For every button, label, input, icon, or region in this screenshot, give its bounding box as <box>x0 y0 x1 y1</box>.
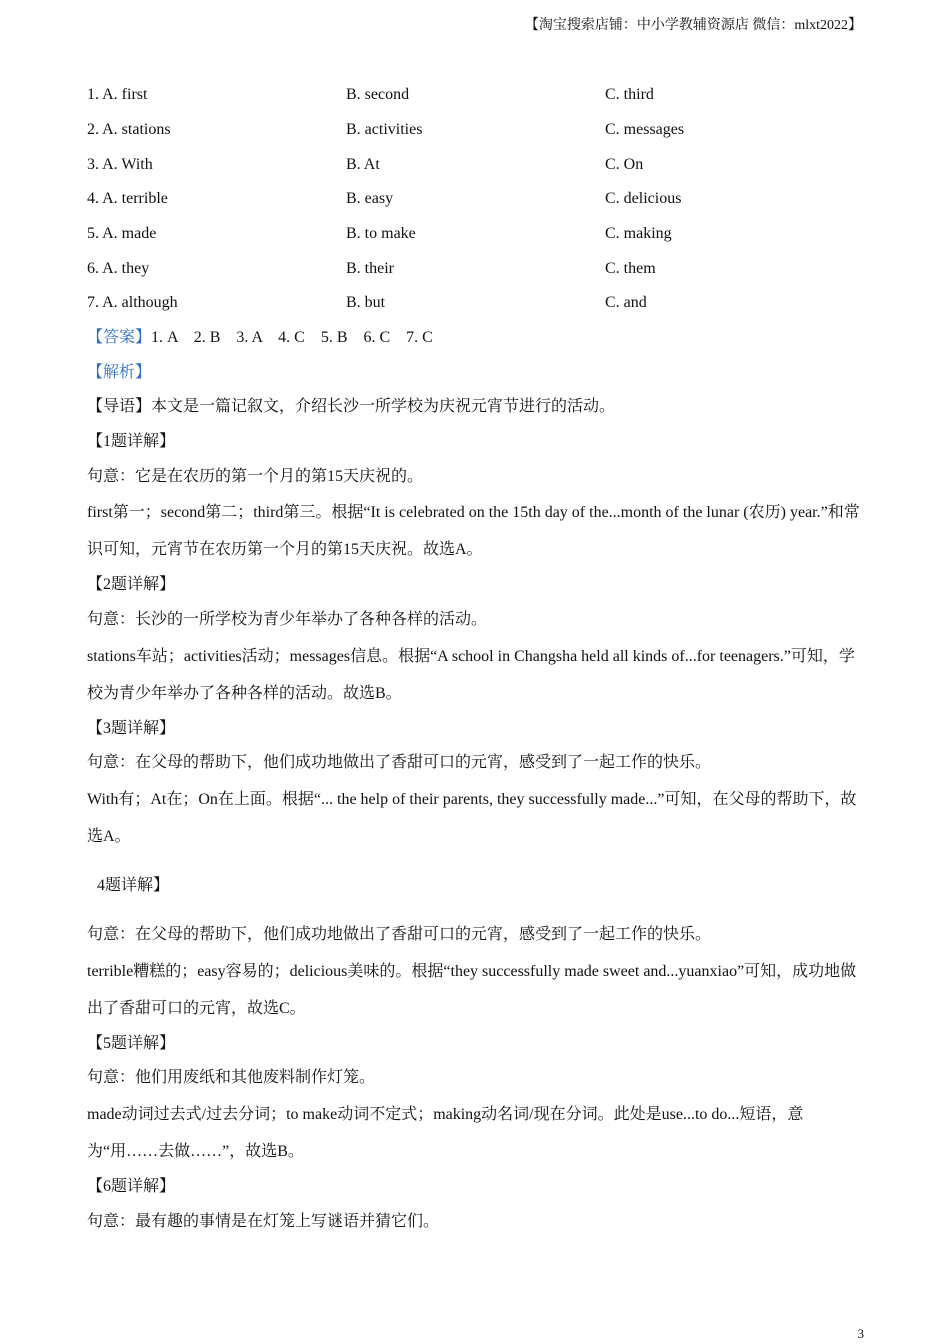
q1-meaning: 句意：它是在农历的第一个月的第15天庆祝的。 <box>87 467 424 485</box>
q4-explain: terrible糟糕的；easy容易的；delicious美味的。根据“they successfully made sweet and...yuanxiao”可知，成功地做出了香甜可口的元宵，故选C。 <box>87 962 857 1017</box>
options-table <box>87 78 867 321</box>
option-row <box>87 251 867 286</box>
option-a: 6. A. they <box>87 259 150 277</box>
q2-meaning: 句意：长沙的一所学校为青少年举办了各种各样的活动。 <box>87 611 488 629</box>
option-a: 3. A. With <box>87 155 153 173</box>
option-row <box>87 113 867 148</box>
answer-line <box>87 321 867 356</box>
answer-text: 1. A 2. B 3. A 4. C 5. B 6. C 7. C <box>151 328 433 346</box>
page-number: 3 <box>857 1326 864 1341</box>
option-row <box>87 182 867 217</box>
option-b: B. At <box>346 155 380 173</box>
q3-meaning: 句意：在父母的帮助下，他们成功地做出了香甜可口的元宵，感受到了一起工作的快乐。 <box>87 754 712 772</box>
option-b: B. to make <box>346 225 416 243</box>
q6-meaning: 句意：最有趣的事情是在灯笼上写谜语并猜它们。 <box>87 1212 440 1230</box>
q1-explain: first第一；second第二；third第三。根据“It is celebrated on the 15th day of the...month of the lunar (农历) year.”和常识可知，元宵节在农历第一个月的第15天庆祝。故选A。 <box>87 504 860 559</box>
analysis-label: 【解析】 <box>87 363 152 381</box>
option-b: B. their <box>346 259 394 277</box>
option-c: C. and <box>605 294 647 312</box>
option-c: C. them <box>605 259 656 277</box>
option-b: B. second <box>346 86 410 104</box>
q2-explain: stations车站；activities活动；messages信息。根据“A school in Changsha held all kinds of...for teenagers.”可知，学校为青少年举办了各种各样的活动。故选B。 <box>87 647 855 702</box>
q5-meaning: 句意：他们用废纸和其他废料制作灯笼。 <box>87 1069 376 1087</box>
q5-explain: made动词过去式/过去分词；to make动词不定式；making动名词/现在分词。此处是use...to do...短语，意为“用……去做……”，故选B。 <box>87 1105 804 1160</box>
option-row <box>87 217 867 252</box>
page-header: 【淘宝搜索店铺：中小学教辅资源店 微信：mlxt2022】 <box>524 18 862 33</box>
q2-title: 【2题详解】 <box>87 576 176 594</box>
option-a: 4. A. terrible <box>87 190 168 208</box>
option-row <box>87 78 867 113</box>
option-b: B. easy <box>346 190 394 208</box>
option-c: C. making <box>605 225 672 243</box>
option-row <box>87 286 867 321</box>
answer-label: 【答案】 <box>87 328 152 346</box>
q1-title: 【1题详解】 <box>87 432 176 450</box>
document-body <box>87 78 867 1239</box>
option-c: C. On <box>605 155 644 173</box>
option-c: C. third <box>605 86 654 104</box>
option-row <box>87 147 867 182</box>
option-c: C. messages <box>605 121 685 139</box>
q3-title: 【3题详解】 <box>87 719 176 737</box>
q3-explain: With有；At在；On在上面。根据“... the help of their parents, they successfully made...”可知，在父母的帮助下，故选A。 <box>87 791 857 846</box>
q5-title: 【5题详解】 <box>87 1034 176 1052</box>
q6-title: 【6题详解】 <box>87 1177 176 1195</box>
option-c: C. delicious <box>605 190 682 208</box>
intro-text: 【导语】本文是一篇记叙文，介绍长沙一所学校为庆祝元宵节进行的活动。 <box>87 398 616 416</box>
q4-meaning: 句意：在父母的帮助下，他们成功地做出了香甜可口的元宵，感受到了一起工作的快乐。 <box>87 925 712 943</box>
option-a: 5. A. made <box>87 225 157 243</box>
option-b: B. activities <box>346 121 423 139</box>
option-a: 7. A. although <box>87 294 178 312</box>
option-a: 1. A. first <box>87 86 148 104</box>
option-b: B. but <box>346 294 386 312</box>
q4-title: 4题详解】 <box>97 877 170 895</box>
option-a: 2. A. stations <box>87 121 171 139</box>
